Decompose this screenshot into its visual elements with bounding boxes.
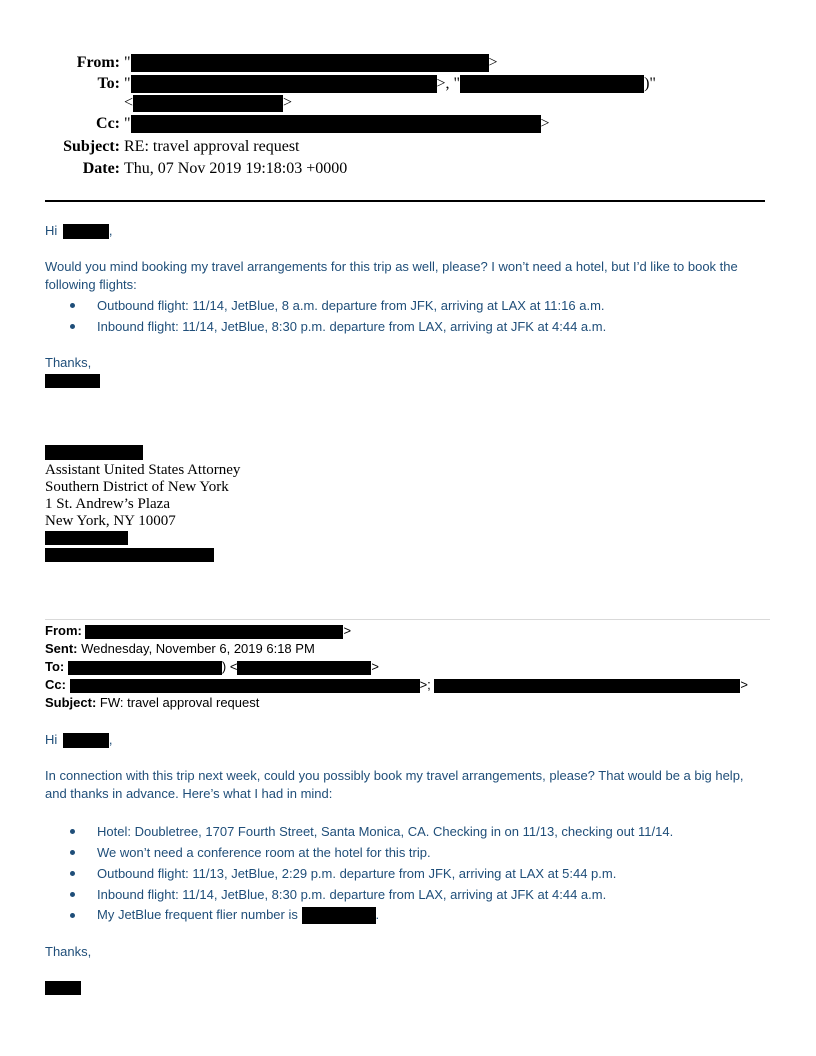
reply-bullet: Outbound flight: 11/14, JetBlue, 8 a.m. departure from JFK, arriving at LAX at 11:16 a.m. [97, 298, 605, 313]
signature-city: New York, NY 10007 [45, 513, 176, 529]
fwd-bullet: Outbound flight: 11/13, JetBlue, 2:29 p.m. departure from JFK, arriving at LAX at 5:44 p.m. [97, 866, 617, 881]
signature-address: 1 St. Andrew’s Plaza [45, 496, 170, 512]
bullet-dot [70, 324, 75, 329]
bullet-dot [70, 850, 75, 855]
fwd-sent-value: Wednesday, November 6, 2019 6:18 PM [81, 641, 315, 656]
signature-office: Southern District of New York [45, 479, 229, 495]
fwd-to-row: To: ) < > [45, 659, 380, 674]
redaction [45, 548, 214, 562]
fwd-bullet: Inbound flight: 11/14, JetBlue, 8:30 p.m. departure from LAX, arriving at JFK at 4:44 a.m. [97, 887, 607, 902]
bullet-dot [70, 829, 75, 834]
fwd-subject-value: FW: travel approval request [99, 695, 260, 710]
to-value-line2: < > [124, 94, 293, 111]
date-value: Thu, 07 Nov 2019 19:18:03 +0000 [124, 160, 348, 177]
bullet-dot [70, 303, 75, 308]
redaction [45, 531, 128, 545]
to-label: To: [97, 75, 120, 92]
redaction [63, 733, 109, 748]
subject-value: RE: travel approval request [124, 138, 300, 155]
fwd-greeting: Hi , [45, 732, 113, 747]
redaction [131, 54, 489, 72]
date-label: Date: [82, 160, 120, 177]
fwd-sent-row: Sent: Wednesday, November 6, 2019 6:18 PM [45, 641, 315, 656]
cc-label: Cc: [96, 115, 120, 132]
reply-greeting: Hi , [45, 223, 113, 238]
signature-title: Assistant United States Attorney [45, 462, 241, 478]
redaction [63, 224, 109, 239]
bullet-dot [70, 913, 75, 918]
from-value: " > [124, 54, 498, 71]
fwd-bullet: Hotel: Doubletree, 1707 Fourth Street, Santa Monica, CA. Checking in on 11/13, checking out 11/14. [97, 824, 674, 839]
from-label: From: [76, 54, 120, 71]
fwd-paragraph-line1: In connection with this trip next week, could you possibly book my travel arrangements, please? That would be a big help, [45, 768, 744, 783]
redaction [131, 75, 437, 93]
redaction [133, 95, 283, 112]
cc-value: " > [124, 115, 550, 132]
redaction [237, 661, 371, 675]
fwd-from-row: From: > [45, 623, 352, 638]
fwd-bullet: We won’t need a conference room at the hotel for this trip. [97, 845, 431, 860]
fwd-subject-row: Subject: FW: travel approval request [45, 695, 260, 710]
redaction [460, 75, 644, 93]
redaction [85, 625, 343, 639]
header-divider [45, 200, 765, 202]
redaction [302, 907, 376, 924]
redaction [45, 374, 100, 388]
fwd-cc-row: Cc: >; > [45, 677, 749, 692]
fwd-thanks: Thanks, [45, 944, 92, 959]
redaction [45, 981, 81, 995]
fwd-paragraph-line2: and thanks in advance. Here’s what I had in mind: [45, 786, 333, 801]
bullet-dot [70, 871, 75, 876]
to-value: " >, " )" [124, 75, 656, 92]
bullet-dot [70, 892, 75, 897]
redaction [131, 115, 541, 133]
reply-paragraph-line2: following flights: [45, 277, 137, 292]
reply-bullet: Inbound flight: 11/14, JetBlue, 8:30 p.m. departure from LAX, arriving at JFK at 4:44 a.m. [97, 319, 607, 334]
subject-label: Subject: [63, 138, 120, 155]
reply-paragraph-line1: Would you mind booking my travel arrangements for this trip as well, please? I won’t need a hotel, but I’d like to book the [45, 259, 738, 274]
reply-thanks: Thanks, [45, 355, 92, 370]
redaction [70, 679, 420, 693]
redaction [45, 445, 143, 460]
redaction [434, 679, 740, 693]
forward-divider [45, 619, 770, 620]
fwd-bullet-frequent-flier: My JetBlue frequent flier number is . [97, 906, 379, 924]
redaction [68, 661, 222, 675]
